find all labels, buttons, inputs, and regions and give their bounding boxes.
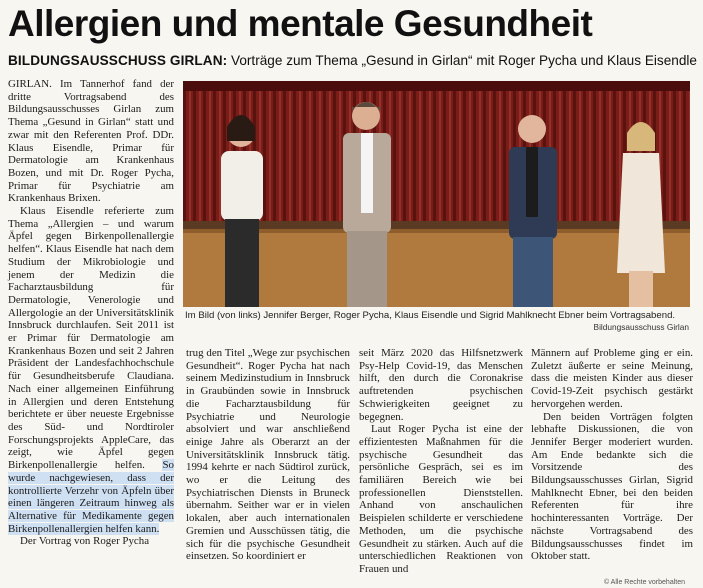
article-headline: Allergien und mentale Gesundheit — [8, 3, 593, 44]
article-paragraph: GIRLAN. Im Tannerhof fand der dritte Vortragsabend des Bildungsausschusses Girlan zum Thema „Gesund in Girlan“ statt und zwar mit den Referenten Prof. DDr. Klaus Eisendle, Primar für Dermatologie am Krankenhaus Bozen, und mit Dr. Roger Pycha, Primar für Psychiatrie am Krankenhaus Brixen. — [8, 78, 174, 205]
article-column-2 — [186, 347, 350, 563]
event-photo — [183, 81, 690, 307]
photo-credit: Bildungsausschuss Girlan — [593, 322, 689, 332]
article-column-1 — [8, 78, 174, 548]
article-subtitle: Vorträge zum Thema „Gesund in Girlan“ mit Roger Pycha und Klaus Eisendle — [227, 53, 697, 68]
article-text: Klaus Eisendle referierte zum Thema „Allergien – und warum Äpfel gegen Birkenpollenallergie helfen“. Klaus Eisendle hat nach dem Studium der Mikrobiologie und jenem der Medizin die Facharztausbildung für Dermatologie, Venerologie und Allergologie an der Universitätsklinik Innsbruck durchlaufen. Seit 2011 ist er Primar für Dermatologie am Krankenhaus Bozen und seit 2 Jahren Präsident der Landesfachhochschule für Gesundheitsberufe Claudiana. Nach einer allgemeinen Einführung in Allergien und deren Entstehung berichtete er über neueste Ergebnisse des Süd- und Nordtiroler Forschungsprojekts AppleCare, das zeigt, wie Äpfel gegen Birkenpollenallergie helfen. — [8, 205, 174, 472]
photo-caption: Im Bild (von links) Jennifer Berger, Roger Pycha, Klaus Eisendle und Sigrid Mahlknecht Ebner beim Vortragsabend. — [185, 310, 676, 321]
article-subheadline — [8, 52, 698, 70]
copyright-notice: © Alle Rechte vorbehalten — [603, 579, 685, 586]
article-paragraph: Männern auf Probleme ging er ein. Zuletzt äußerte er seine Meinung, dass die meisten Kinder aus dieser Covid-19-Zeit psychisch gestärkt hervorgehen werden. — [531, 347, 693, 410]
article-column-3 — [359, 347, 523, 576]
article-paragraph: trug den Titel „Wege zur psychischen Gesundheit“. Roger Pycha hat nach seinem Medizinstudium in Innsbruck in Graubünden sowie in Innsbruck die Facharztausbildung für Psychiatrie und Neurologie absolviert und war anschließend einige Jahre als Oberarzt an der Universitätsklinik Innsbruck tätig. 1994 kehrte er nach Südtirol zurück, wo er die Leitung des Psychiatrischen Diensts in Bruneck übernahm. Seither war er in vielen lokalen, aber auch internationalen Gremien und Ausschüssen tätig, die sich für die psychische Gesundheit einsetzen. So koordiniert er — [186, 347, 350, 563]
article-paragraph — [8, 205, 174, 535]
article-paragraph: Laut Roger Pycha ist eine der effizientesten Maßnahmen für die psychische Gesundheit das persönliche Gespräch, sei es im familiären Bereich wie bei professionellen Dienststellen. Anhand von anschaulichen Beispielen schilderte er verschiedene Methoden, um die psychische Gesundheit zu stärken. Auch auf die unterschiedlichen Reaktionen von Frauen und — [359, 423, 523, 575]
article-paragraph: Der Vortrag von Roger Pycha — [20, 535, 150, 548]
article-paragraph: Den beiden Vorträgen folgten lebhafte Diskussionen, die von Jennifer Berger moderiert wurden. Am Ende bedankte sich die Vorsitzende des Bildungsausschusses Girlan, Sigrid Mahlknecht Ebner, bei den beiden Referenten für ihre hochinteressanten Vorträge. Der nächste Vortragsabend des Bildungsausschusses findet im Oktober statt. — [531, 410, 693, 563]
highlighted-text: So wurde nachgewiesen, dass der kontrollierte Verzehr von Äpfeln über einen längeren Zeitraum hinweg als Alternative für Medikamente gegen Birkenpollenallergien helfen kann. — [8, 459, 174, 535]
article-column-4 — [531, 347, 693, 563]
article-paragraph: seit März 2020 das Hilfsnetzwerk Psy-Help Covid-19, das Menschen hilft, den durch die Coronakrise auftretenden psychischen Schwierigkeiten geeignet zu begegnen. — [359, 347, 523, 423]
article-kicker: BILDUNGSAUSSCHUSS GIRLAN: — [8, 53, 228, 68]
